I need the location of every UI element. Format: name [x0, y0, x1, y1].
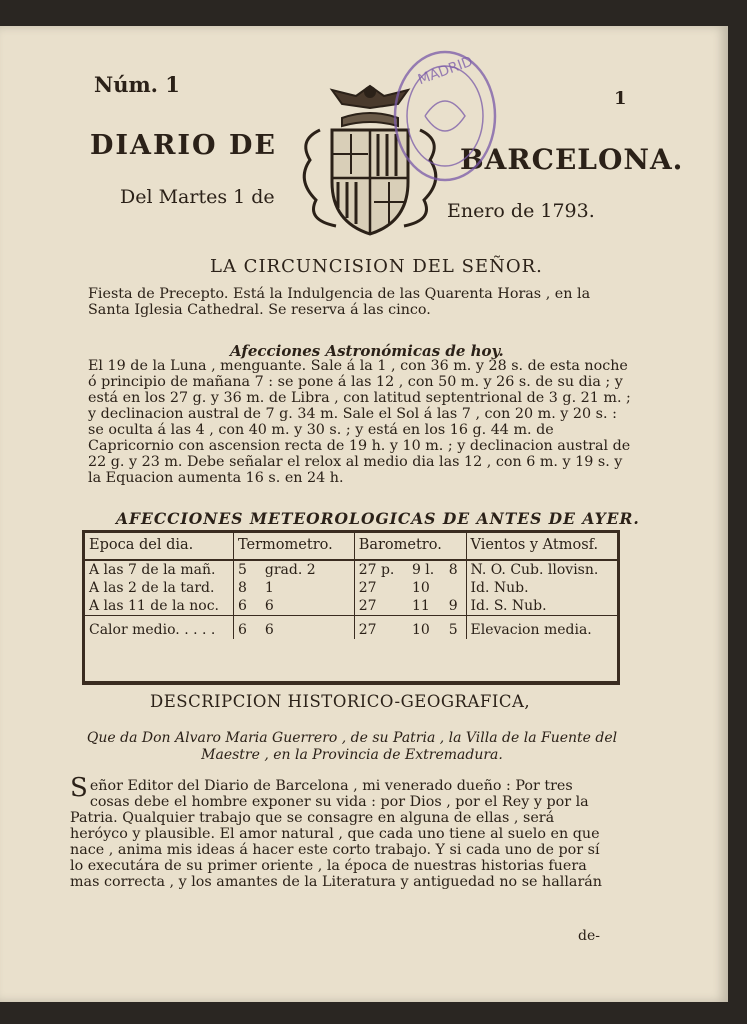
cell-b1: 27 [354, 579, 408, 597]
meteorology-table [82, 530, 620, 685]
masthead-title-right: BARCELONA. [460, 143, 684, 176]
date-right: Enero de 1793. [447, 200, 595, 222]
cell-t1: 6 [234, 616, 261, 640]
cell-b2: 9 l. [411, 562, 435, 578]
catchword: de- [578, 928, 600, 944]
cell-t1: 8 [234, 579, 261, 597]
cell-t2: 6 [261, 616, 354, 640]
cell-wind: Elevacion media. [466, 616, 617, 640]
cell-epoch: A las 7 de la mañ. [89, 562, 216, 578]
page-number: 1 [614, 88, 627, 109]
cell-wind: Id. S. Nub. [466, 597, 617, 616]
cell-b3: 5 [445, 616, 466, 640]
astronomy-heading: Afecciones Astronómicas de hoy. [230, 342, 504, 360]
cell-b1: 27 p. [354, 560, 408, 579]
article-dropcap: S [70, 773, 88, 803]
table-row [85, 597, 617, 616]
cell-wind: Id. Nub. [466, 579, 617, 597]
masthead-title-left: DIARIO DE [90, 130, 277, 161]
cell-t1: 6 [234, 597, 261, 616]
cell-t2: 6 [264, 598, 274, 614]
astronomy-text: El 19 de la Luna , menguante. Sale á la 1 , con 36 m. y 28 s. de esta noche ó principio de mañana 7 : se pone á las 12 , con 50 m. y 26 s. de su dia ; y está en los 27 g. y 36 m. de Libra , con latitud septentrional de 3 g. 21 m. ; y declinacion austral de 7 g. 34 m. Sale el Sol á las 7 , con 20 m. y 20 s. : se oculta á las 4 , con 40 m. y 30 s. ; y está en los 16 g. 44 m. de Capricornio con ascension recta de 19 h. y 10 m. ; y declinacion austral de 22 g. y 23 m. Debe señalar el relox al medio dia las 12 , con 6 m. y 19 s. y la Equacion aumenta 16 s. en 24 h. [88, 358, 631, 486]
feast-text: Fiesta de Precepto. Está la Indulgencia de las Quarenta Horas , en la Santa Iglesia Cathedral. Se reserva á las cinco. [88, 286, 591, 318]
cell-b3: 9 [448, 598, 458, 614]
col-wind: Vientos y Atmosf. [466, 533, 617, 560]
article-heading: DESCRIPCION HISTORICO-GEOGRAFICA, [150, 692, 531, 711]
col-epoch: Epoca del dia. [85, 533, 234, 560]
feast-heading: LA CIRCUNCISION DEL SEÑOR. [210, 256, 543, 277]
date-left: Del Martes 1 de [120, 186, 275, 208]
cell-b2: 10 [408, 616, 445, 640]
article-body [70, 773, 610, 890]
stamp-text: MADRID [415, 53, 475, 89]
cell-b2: 11 [411, 598, 430, 614]
issue-number: Núm. 1 [94, 72, 180, 97]
cell-epoch: Calor medio. . . . . [85, 616, 234, 640]
cell-wind: N. O. Cub. llovisn. [466, 560, 617, 579]
table-summary-row [85, 616, 617, 640]
article-subtitle: Que da Don Alvaro Maria Guerrero , de su Patria , la Villa de la Fuente del Maestre , en la Provincia de Extremadura. [86, 730, 618, 763]
article-text: eñor Editor del Diario de Barcelona , mi venerado dueño : Por tres cosas debe el hombre exponer su vida : por Dios , por el Rey y por la Patria. Qualquier trabajo que se consagre en alguna de ellas , será heróyco y plausible. El amor natural , que cada uno tiene al suelo en que nace , anima mis ideas á hacer este corto trabajo. Y si cada uno de por sí lo executára de su primer oriente , la época de nuestras historias fuera mas correcta , y los amantes de la Literatura y antiguedad no se hallarán [70, 778, 603, 890]
cell-b1: 27 [354, 616, 408, 640]
cell-t1: 5 [234, 560, 261, 579]
cell-b3 [445, 579, 466, 597]
table-row [85, 560, 617, 579]
library-stamp-icon [390, 46, 500, 186]
cell-b2: 10 [411, 580, 430, 596]
col-thermometer: Termometro. [234, 533, 355, 560]
cell-b3: 8 [448, 562, 458, 578]
table-row [85, 579, 617, 597]
col-barometer: Barometro. [354, 533, 466, 560]
cell-epoch: A las 2 de la tard. [89, 580, 215, 596]
cell-t2: 1 [264, 580, 274, 596]
table-header-row [85, 533, 617, 560]
cell-b1: 27 [354, 597, 408, 616]
cell-epoch: A las 11 de la noc. [89, 598, 219, 614]
meteorology-heading: AFECCIONES METEOROLOGICAS DE ANTES DE AYER. [116, 509, 640, 528]
cell-t2: grad. 2 [264, 562, 316, 578]
